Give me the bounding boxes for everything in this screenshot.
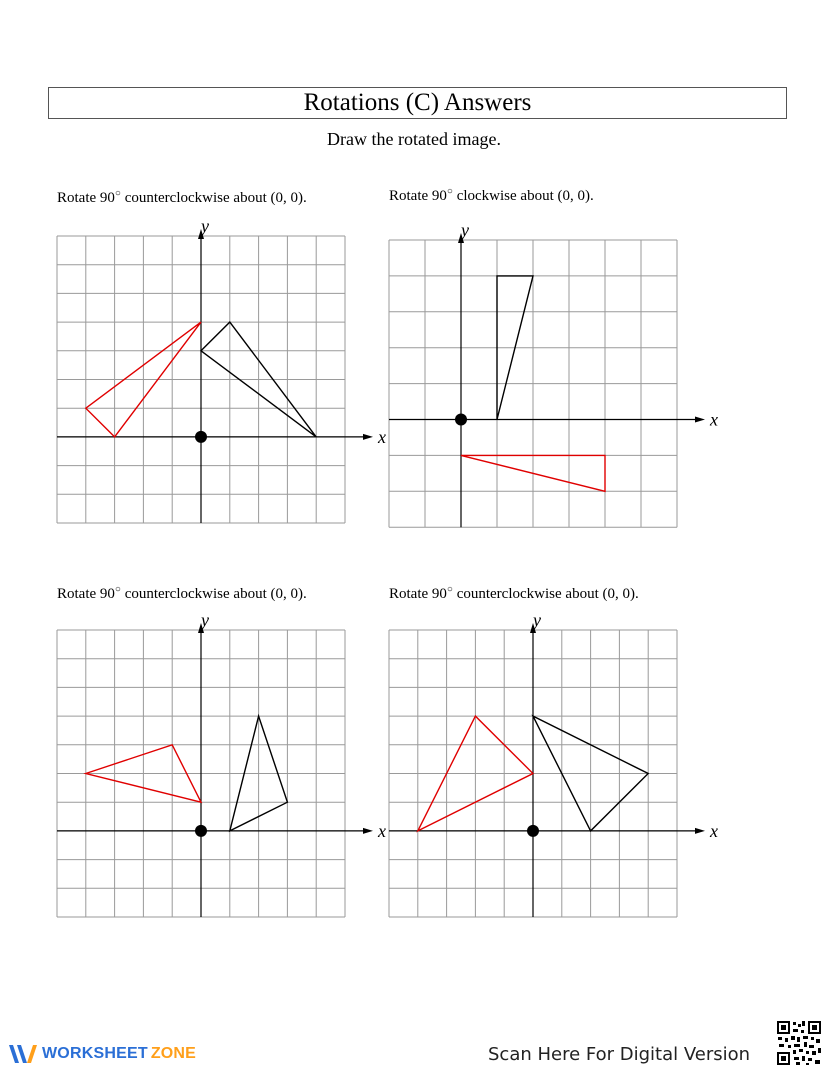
degree-icon: ○ (114, 188, 121, 199)
x-axis-arrow-icon (695, 828, 705, 834)
degree-icon: ○ (446, 584, 453, 595)
worksheet-zone-logo[interactable] (8, 1040, 196, 1068)
page-title: Rotations (C) Answers (48, 87, 787, 119)
problem-1-instruction: Rotate 90○ counterclockwise about (0, 0). (57, 188, 307, 206)
problem-2-instruction: Rotate 90○ clockwise about (0, 0). (389, 186, 594, 204)
problem-4-instruction: Rotate 90○ counterclockwise about (0, 0). (389, 584, 639, 602)
degree-icon: ○ (446, 186, 453, 197)
problem-3-instruction: Rotate 90○ counterclockwise about (0, 0). (57, 584, 307, 602)
scan-text: Scan Here For Digital Version (488, 1044, 751, 1065)
y-axis-label: y (533, 610, 541, 630)
y-axis-label: y (201, 610, 209, 630)
y-axis-label: y (461, 220, 469, 240)
page-subtitle: Draw the rotated image. (327, 129, 501, 149)
x-axis-label: x (378, 426, 386, 447)
x-axis-label: x (710, 820, 718, 841)
degree-icon: ○ (114, 584, 121, 595)
x-axis-label: x (710, 409, 718, 430)
x-axis-label: x (378, 820, 386, 841)
rotation-center-point (527, 825, 539, 837)
logo-w-icon (8, 1042, 38, 1066)
logo-text: WORKSHEET ZONE (42, 1045, 197, 1062)
qr-code-icon[interactable] (776, 1020, 822, 1066)
y-axis-label: y (201, 216, 209, 236)
